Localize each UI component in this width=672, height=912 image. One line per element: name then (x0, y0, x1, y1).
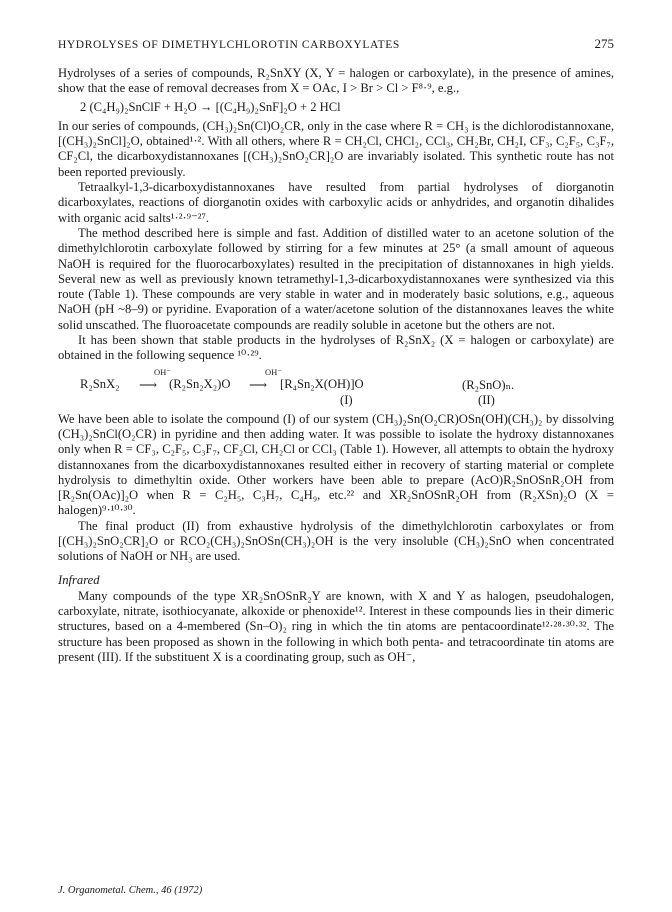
scheme-arrow-label-1: OH⁻ (154, 366, 171, 377)
scheme-label-2: (II) (478, 392, 495, 407)
equation-1: 2 (C₄H₉)₂SnClF + H₂O → [(C₄H₉)₂SnF]₂O + 2 HCl (80, 99, 341, 114)
paragraph-4: The method described here is simple and fast. Addition of distilled water to an acetone solution of the dimethylchlorotin carboxylate followed by stirring for a few minutes at 25° (a small amount of aqueous NaOH is required for the fluorocarboxylates) resulted in the precipitation of distannoxanes in high yields. Several new as well as previously known tetramethyl-1,3-dicarboxydistannoxanes were synthesized via this route (Table 1). These compounds are very stable in water and in moderately basic solutions, e.g., aqueous NaOH (pH ~8–9) or pyridine. Evaporation of a water/acetone solution of the distannoxanes leaves the white solid unscathed. The fluoroacetate compounds are readily soluble in acetone but the others are not. (58, 225, 614, 332)
scheme-species-4: (R₂SnO)ₙ. (462, 377, 515, 392)
scheme-species-2: (R₂Sn₂X₂)O (169, 376, 231, 391)
scheme-arrow-1: ⟶ (139, 377, 158, 392)
scheme-arrow-2: ⟶ (249, 377, 268, 392)
journal-footer: J. Organometal. Chem., 46 (1972) (58, 885, 203, 896)
scheme-label-1: (I) (340, 392, 353, 407)
section-title-infrared: Infrared (58, 572, 100, 587)
paragraph-8: Many compounds of the type XR₂SnOSnR₂Y are known, with X and Y as halogen, pseudohalogen, carboxylate, nitrate, isothiocyanate, alkoxide or phenoxide¹². Interest in these compounds lies in their dimeric structures, based on a 4-membered (Sn–O)₂ ring in which the tin atoms are pentacoordinate¹²·²⁸·³⁰·³². The structure has been proposed as shown in the following in which both penta- and tetracoordinate tin atoms are present (III). If the substituent X is a coordinating group, such as OH⁻, (58, 588, 614, 664)
paragraph-3: Tetraalkyl-1,3-dicarboxydistannoxanes have resulted from partial hydrolyses of diorganotin dicarboxylates, reactions of diorganotin oxides with carboxylic acids or anhydrides, and organotin dihalides with organic acid salts¹·²·⁹⁻²⁷. (58, 180, 614, 225)
paragraph-1: Hydrolyses of a series of compounds, R₂SnXY (X, Y = halogen or carboxylate), in the presence of amines, show that the ease of removal decreases from X = OAc, I > Br > Cl > F⁸·⁹, e.g., (58, 66, 614, 96)
scheme-species-3: [R₄Sn₂X(OH)]O (280, 376, 364, 391)
running-head (58, 36, 614, 52)
scheme-species-1: R₂SnX₂ (80, 376, 120, 391)
page-number: 275 (594, 36, 614, 51)
paragraph-6: We have been able to isolate the compound (I) of our system (CH₃)₂Sn(O₂CR)OSn(OH)(CH₃)₂ by dissolving (CH₃)₂SnCl(O₂CR) in pyridine and then adding water. It was possible to isolate the hydroxy distannoxanes only when R = CF₃, C₂F₅, C₃F₇, CF₂Cl, CH₂Cl or CCl₃ (Table 1). However, all attempts to obtain the hydroxy distannoxanes from the dicarboxydistannoxanes resulted either in recovery of starting material or complete hydrolysis to dimethyltin oxide. Other workers have been able to prepare (AcO)R₂SnOSnR₂OH from [R₂Sn(OAc)]₂O when R = C₂H₅, C₃H₇, C₄H₉, etc.²² and XR₂SnOSnR₂OH from (R₂XSn)₂O (X = halogen)⁹·¹⁰·³⁰. (58, 411, 614, 518)
running-title: HYDROLYSES OF DIMETHYLCHLOROTIN CARBOXYLATES (58, 39, 400, 51)
hydrolysis-scheme (58, 366, 614, 408)
scheme-arrow-label-2: OH⁻ (265, 366, 282, 377)
page (58, 36, 614, 665)
paragraph-7: The final product (II) from exhaustive hydrolysis of the dimethylchlorotin carboxylates or from [(CH₃)₂SnO₂CR]₂O or RCO₂(CH₃)₂SnOSn(CH₃)₂OH is the very insoluble (CH₃)₂SnO when concentrated solutions of NaOH or NH₃ are used. (58, 518, 614, 564)
paragraph-2: In our series of compounds, (CH₃)₂Sn(Cl)O₂CR, only in the case where R = CH₃ is the dichlorodistannoxane, [(CH₃)₂SnCl]₂O, obtained¹·². With all others, where R = CH₂Cl, CHCl₂, CCl₃, CH₂Br, CH₂I, CF₃, C₂F₅, C₃F₇, CF₂Cl, the dicarboxydistannoxanes [(CH₃)₂SnO₂CR]₂O are invariably isolated. This synthetic route has not been reported previously. (58, 118, 614, 179)
paragraph-5: It has been shown that stable products in the hydrolyses of R₂SnX₂ (X = halogen or carboxylate) are obtained in the following sequence ¹⁰·²⁹. (58, 333, 614, 363)
